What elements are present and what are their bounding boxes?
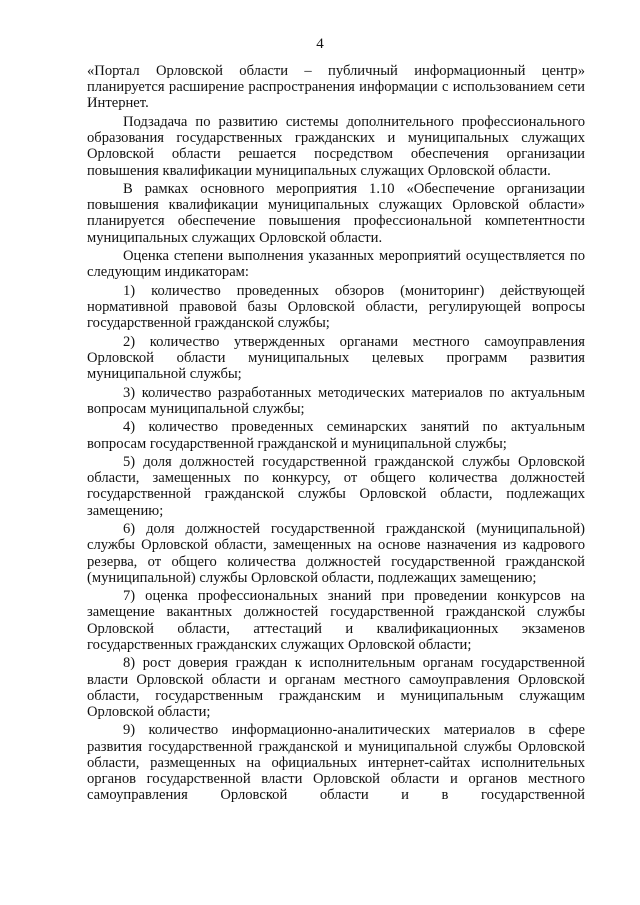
indicator-item-9: 9) количество информационно-аналитических материалов в сфере развития государственной гражданской и муниципальной службы Орловской области, размещенных на официальных интернет-сайтах исполнительных органов государственной власти Орловской области и органов местного самоуправления Орловской области и в государственной	[87, 722, 585, 804]
indicator-item-5: 5) доля должностей государственной гражданской службы Орловской области, замещенных по конкурсу, от общего количества должностей государственной гражданской службы Орловской области, подлежащих замещению;	[87, 454, 585, 519]
paragraph-main-measure-1-10: В рамках основного мероприятия 1.10 «Обеспечение организации повышения квалификации муниципальных служащих Орловской области» планируется обеспечение повышения профессиональной компетентности муниципальных служащих Орловской области.	[87, 181, 585, 246]
indicator-item-6: 6) доля должностей государственной гражданской (муниципальной) службы Орловской области, замещенных на основе назначения из кадрового резерва, от общего количества должностей государственной гражданской (муниципальной) службы Орловской области, подлежащих замещению;	[87, 521, 585, 586]
document-body	[87, 63, 585, 806]
indicator-item-8: 8) рост доверия граждан к исполнительным органам государственной власти Орловской области и органам местного самоуправления Орловской области, государственным гражданским и муниципальным служащим Орловской области;	[87, 655, 585, 720]
paragraph-portal-continuation: «Портал Орловской области – публичный информационный центр» планируется расширение распространения информации с использованием сети Интернет.	[87, 63, 585, 112]
indicator-item-2: 2) количество утвержденных органами местного самоуправления Орловской области муниципальных целевых программ развития муниципальной службы;	[87, 333, 585, 383]
indicator-item-3: 3) количество разработанных методических материалов по актуальным вопросам муниципальной службы;	[87, 384, 585, 417]
page-number: 4	[316, 36, 324, 52]
indicator-item-1: 1) количество проведенных обзоров (мониторинг) действующей нормативной правовой базы Орловской области, регулирующей вопросы государственной гражданской службы;	[87, 282, 585, 332]
indicator-item-7: 7) оценка профессиональных знаний при проведении конкурсов на замещение вакантных должностей государственной гражданской службы Орловской области, аттестаций и квалификационных экзаменов государственных гражданских служащих Орловской области;	[87, 588, 585, 653]
paragraph-indicators-intro: Оценка степени выполнения указанных мероприятий осуществляется по следующим индикаторам:	[87, 248, 585, 281]
paragraph-subtask-education: Подзадача по развитию системы дополнительного профессионального образования государственных гражданских и муниципальных служащих Орловской области решается посредством обеспечения организации повышения квалификации муниципальных служащих Орловской области.	[87, 113, 585, 179]
indicator-item-4: 4) количество проведенных семинарских занятий по актуальным вопросам государственной гражданской и муниципальной службы;	[87, 419, 585, 452]
